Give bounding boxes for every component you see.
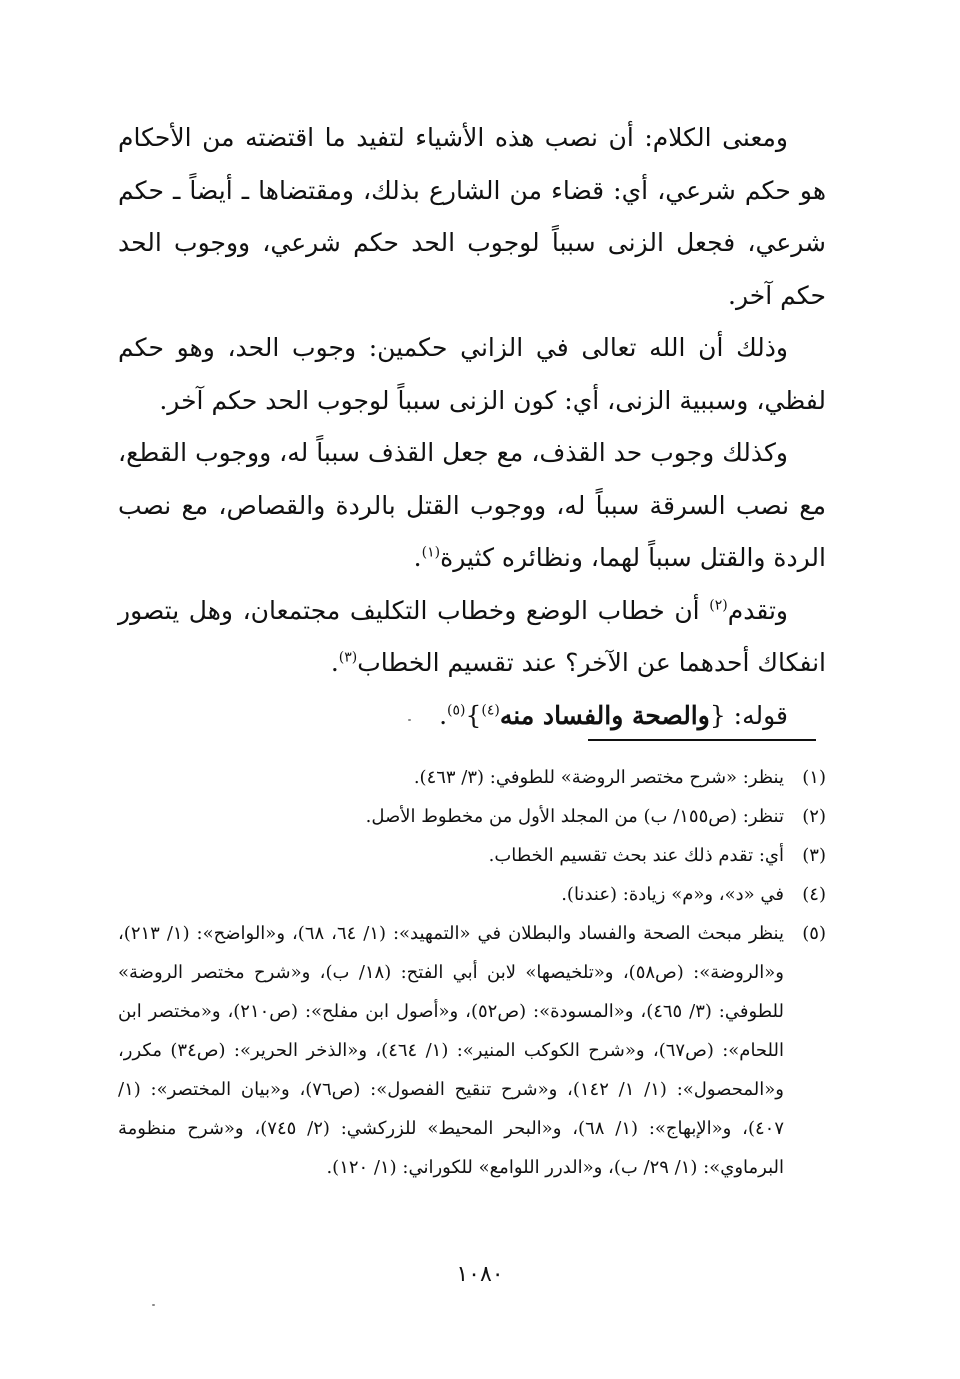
footnote-number: (٥) <box>802 923 826 944</box>
footnote-ref-5: (٥) <box>447 702 466 719</box>
footnote-ref-3: (٣) <box>338 649 358 666</box>
matn-quote: والصحة والفساد منه <box>499 700 710 730</box>
footnote-ref-2: (٢) <box>709 597 728 614</box>
main-text <box>118 112 826 742</box>
footnote-number: (٣) <box>802 845 826 866</box>
paragraph-4-end: . <box>330 648 339 677</box>
footnote-item <box>118 758 826 797</box>
footnote-item <box>118 797 826 836</box>
footnote-text: ينظر مبحث الصحة والفساد والبطلان في «التمهيد»: (١/ ٦٤، ٦٨)، و«الواضح»: (١/ ٢١٣)، و«الروضة»: (ص٥٨)، و«تلخيصها» لابن أبي الفتح: (١٨/ ب)، و«شرح مختصر الروضة» للطوفي: (٣/ ٤٦٥)، و«المسودة»: (ص٥٢)، و«أصول ابن مفلح»: (ص٢١٠)، و«مختصر ابن اللحام»: (ص٦٧)، و«شرح الكوكب المنير»: (١/ ٤٦٤)، و«الذخر الحرير»: (ص٣٤) مكرر، و«المحصول»: (١/ ١/ ١٤٢)، و«شرح تنقيح الفصول»: (ص٧٦)، و«بيان المختصر»: (١/ ٤٠٧)، و«الإبهاج»: (١/ ٦٨)، و«البحر المحيط» للزركشي: (٢/ ٧٤٥)، و«شرح منظومة البرماوي»: (١/ ٢٩/ ب)، و«الدرر اللوامع» للكوراني: (١/ ١٢٠). <box>118 923 784 1178</box>
paragraph-3 <box>118 427 826 585</box>
page-number: ١٠٨٠ <box>456 1262 504 1287</box>
footnote-number: (٢) <box>802 806 826 827</box>
footnote-number: (٤) <box>802 884 826 905</box>
paragraph-4-start: وتقدم <box>727 595 788 625</box>
paragraph-2: وذلك أن الله تعالى في الزاني حكمين: وجوب الحد، وهو حكم لفظي، وسببية الزنى، أي: كون الزنى سبباً لوجوب الحد حكم آخر. <box>118 333 826 415</box>
footnote-separator <box>588 739 816 741</box>
matn-quote-close: } <box>465 700 482 730</box>
scan-speck <box>408 719 411 721</box>
footnote-item <box>118 914 826 1187</box>
paragraph-5-start: قوله: { <box>709 700 788 730</box>
paragraph-4 <box>118 585 826 690</box>
footnote-ref-4: (٤) <box>481 702 500 719</box>
footnote-item <box>118 836 826 875</box>
footnotes <box>118 758 826 1187</box>
paragraph-5-end: . <box>439 700 448 730</box>
footnote-item <box>118 875 826 914</box>
footnote-ref-1: (١) <box>421 544 441 561</box>
footnote-number: (١) <box>802 767 826 788</box>
paragraph-1: ومعنى الكلام: أن نصب هذه الأشياء لتفيد ما اقتضته من الأحكام هو حكم شرعي، أي: قضاء من الشارع بذلك، ومقتضاها ـ أيضاً ـ حكم شرعي، فجعل الزنى سبباً لوجوب الحد حكم شرعي، ووجوب الحد حكم آخر. <box>118 123 826 310</box>
paragraph-4-mid: أن خطاب الوضع وخطاب التكليف مجتمعان، وهل يتصور انفكاك أحدهما عن الآخر؟ عند تقسيم الخطاب <box>118 595 826 677</box>
footnote-text: ينظر: «شرح مختصر الروضة» للطوفي: (٣/ ٤٦٣). <box>413 767 784 788</box>
footnote-text: تنظر: (ص١٥٥/ ب) من المجلد الأول من مخطوط الأصل. <box>365 806 784 827</box>
paragraph-3-text: وكذلك وجوب حد القذف، مع جعل القذف سبباً له، ووجوب القطع، مع نصب السرقة سبباً له، ووجوب القتل بالردة والقصاص، مع نصب الردة والقتل سبباً لهما، ونظائره كثيرة <box>118 438 826 572</box>
paragraph-3-end: . <box>413 543 422 572</box>
scan-speck <box>152 1304 155 1306</box>
footnote-text: أي: تقدم ذلك عند بحث تقسيم الخطاب. <box>488 845 784 866</box>
paragraph-5 <box>118 690 826 743</box>
footnote-text: في «د»، و«م» زيادة: (عندنا). <box>561 884 784 905</box>
